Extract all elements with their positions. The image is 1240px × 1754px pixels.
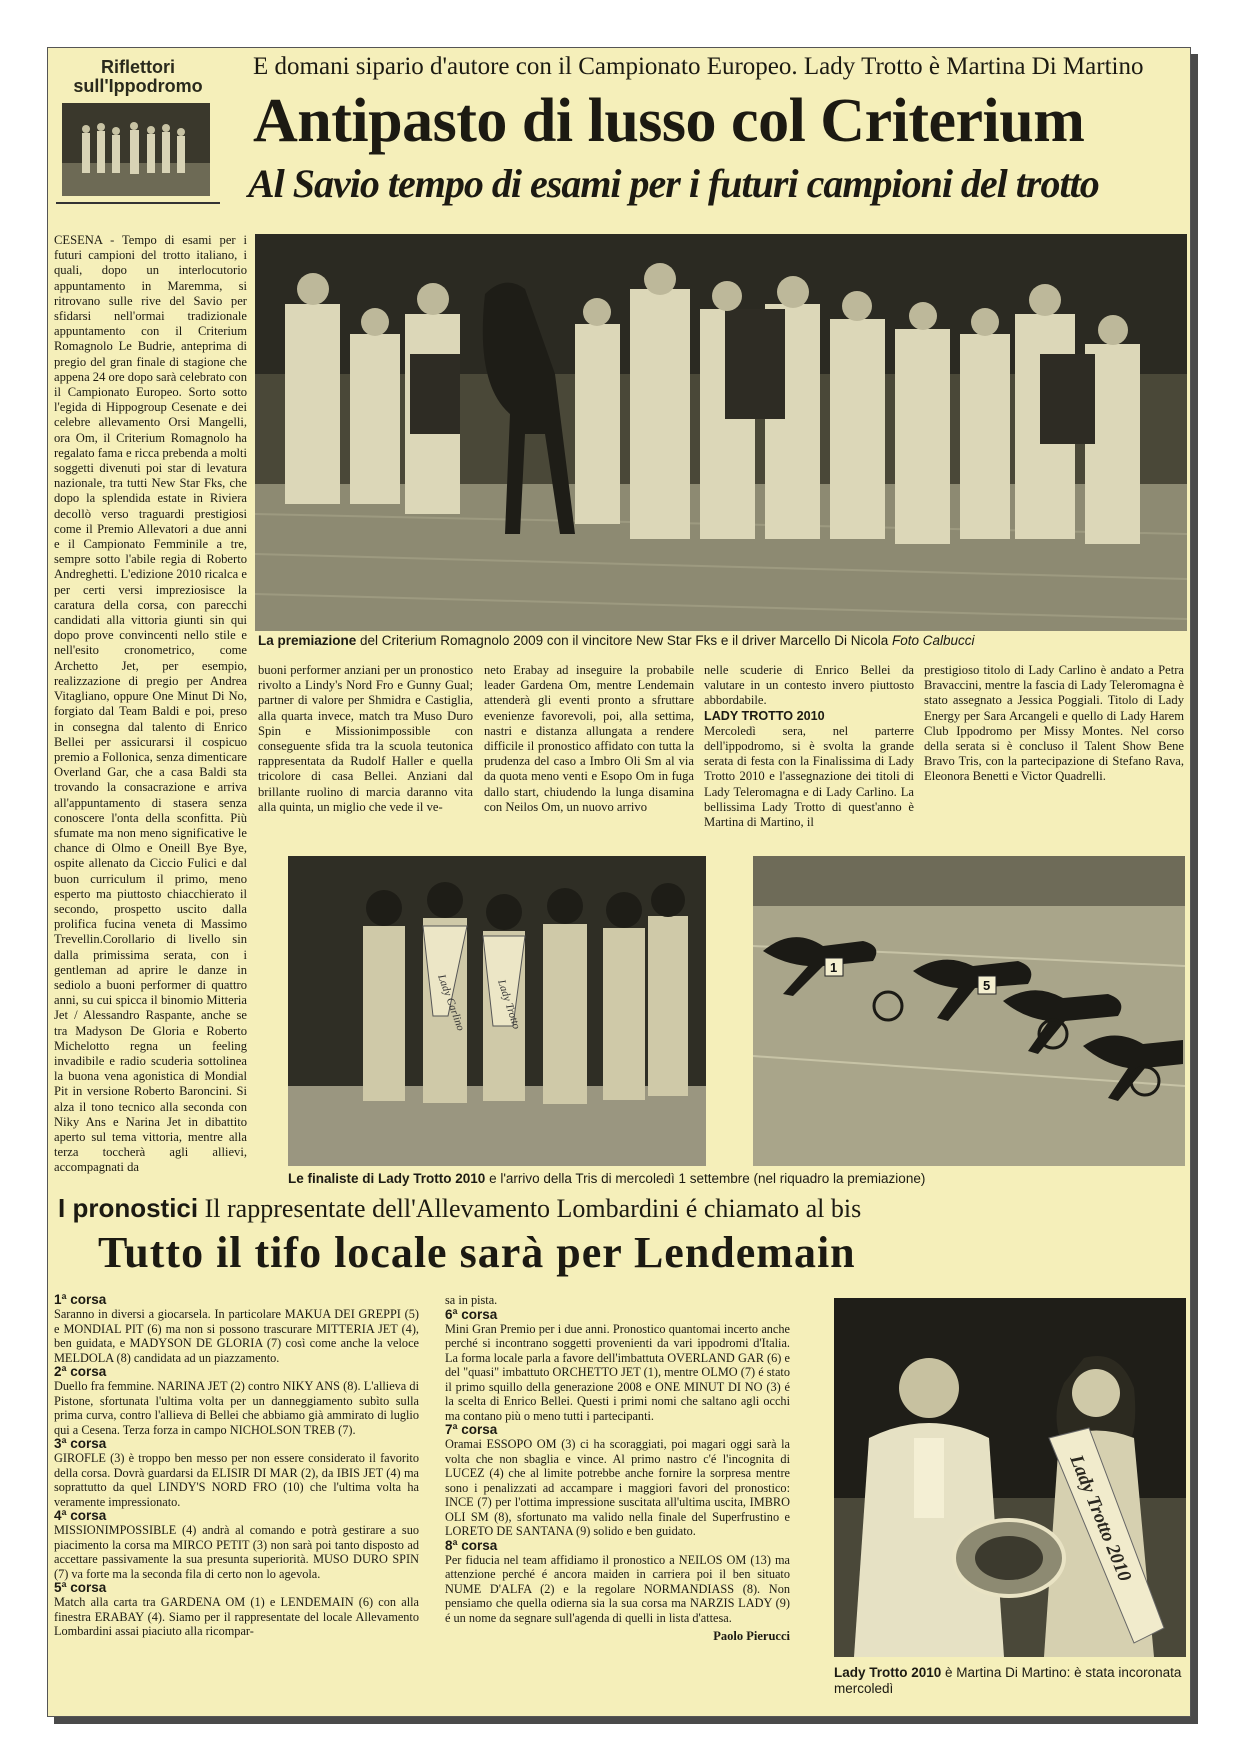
race-4-text: MISSIONIMPOSSIBLE (4) andrà al comando e potrà gestirare a suo piacimento la corsa ma MIRCO PETIT (3) non sarà poi tanto disposto ad accettare passivamente la sua presunta superiorità. MUSO DURO SPIN (7) va forte ma la seconda fila di certo non lo agevola. xyxy=(54,1523,419,1581)
article-col1-text: CESENA - Tempo di esami per i futuri campioni del trotto italiano, i quali, dopo un interlocutorio appuntamento in Maremma, si ritrovano sulle rive del Savio per sfidarsi nell'ormai tradizionale appuntamento con il Criterium Romagnolo Le Budrie, anteprima di pregio del gran finale di stagione che appena 24 ore dopo sarà celebrato con il Campionato Europeo. Sorto sotto l'egida di Hippogroup Cesenate e dei celebre allevamento Orsi Mangelli, ora Om, il Criterium Romagnolo ha regalato fama e ricca prebenda a molti soggetti divenuti poi star di levatura nazionale, tra tutti New Star Fks, che dopo la splendida estate in Riviera decollò verso traguardi prestigiosi come il Premio Allevatori a due anni e il Campionato Femminile a tre, sempre sotto l'abile regia di Roberto Andreghetti. L'edizione 2010 ricalca e per certi versi impreziosisce la caratura della corsa, con parecchi candidati alla vittoria giunti sin qui dopo prove convincenti nello stile e nell'esito cronometrico, come Archetto Jet, per esempio, realizzazione di pregio per Andrea Vitagliano, oppure One Minut Di No, forgiato dal Team Baldi e poi, preso in consegna dal talento di Enrico Bellei per assicurarsi il cospicuo premio a Follonica, senza dimenticare Overland Gar, che a casa Baldi sta trovando la consacrazione e arriva all'appuntamento di stasera senza conoscere l'onta della sconfitta. Più sfumate ma non meno significative le chance di Olmo e Oneill Bye Bye, ospite allenato da Ciccio Fulici e dal buon curriculum il primo, meno esperto ma piuttosto chiacchierato il secondo, prospetto uscito dalla prolifica fucina veneta di Massimo Trevellin.Corollario di livello sin dalla primissima serata, con i gentleman ad aprire le danze in sediolo a buoni performer di quattro anni, su cui spicca il binomio Mitteria Jet / Alessandro Raspante, anche se tra Madyson De Gloria e Roberto Michelotto regna un feeling invadibile e radio scuderia sottolinea la buona vena agonistica di Mondial Pit in versione Roberto Baroncini. Si alza il tono tecnico alla seconda con Niky Ans e Narina Jet in dibattito aperto sul tema vittoria, mentre alla terza toccherà agli allievi, accompagnati da xyxy=(54,233,248,1175)
article-sc3b-text: Mercoledì sera, nel parterre dell'ippodromo, si è svolta la grande serata di festa con la Finalissima di Lady Trotto 2010 e l'assegnazione dei titoli di Lady Teleromagna e di Lady Carlino. La bellissima Lady Trotto di quest'anno è Martina di Martino, il xyxy=(704,723,914,830)
race-3-title: 3ª corsa xyxy=(54,1436,107,1451)
rubric-title xyxy=(58,58,218,96)
caption1-rest: del Criterium Romagnolo 2009 con il vincitore New Star Fks e il driver Marcello Di Nicola xyxy=(356,633,892,648)
race-3-text: GIROFLE (3) è troppo ben messo per non essere considerato il favorito della corsa. Dovrà guardarsi da ELISIR DI MAR (2), da IBIS JET (4) ma soprattutto da quel LINDY'S NORD FRO (10) che l'ultima volta ha veramente impressionato. xyxy=(54,1451,419,1509)
caption4-bold: Lady Trotto 2010 xyxy=(834,1665,942,1680)
article-subhead: Al Savio tempo di esami per i futuri campioni del trotto xyxy=(248,161,1099,206)
prize-giving-caption xyxy=(258,633,1188,648)
race-1-title: 1ª corsa xyxy=(54,1292,107,1307)
race-7-title: 7ª corsa xyxy=(445,1422,498,1437)
newspaper-page xyxy=(47,47,1191,1717)
caption1-credit: Foto Calbucci xyxy=(891,633,975,648)
race-4-title: 4ª corsa xyxy=(54,1508,107,1523)
sash-lady-trotto: Lady Trotto xyxy=(495,978,523,1031)
race-5-continued: sa in pista. xyxy=(445,1293,498,1307)
article-kicker: E domani sipario d'autore con il Campionato Europeo. Lady Trotto è Martina Di Martino xyxy=(253,53,1144,80)
race-5-text: Match alla carta tra GARDENA OM (1) e LENDEMAIN (6) con alla finestra ERABAY (4). Siamo per il rappresentate del locale Allevamento Lombardini assai piaciuto alla ricompar- xyxy=(54,1595,419,1638)
race-2-title: 2ª corsa xyxy=(54,1364,107,1379)
article-column-1 xyxy=(54,233,247,1235)
article-headline: Antipasto di lusso col Criterium xyxy=(253,87,1085,155)
article-column-4 xyxy=(704,663,914,830)
finalists-photo xyxy=(288,856,706,1204)
caption4-rest: è Martina Di Martino: è stata incoronata mercoledì xyxy=(834,1665,1182,1696)
lady-trotto-photo xyxy=(834,1298,1186,1657)
article-sc3a-text: nelle scuderie di Enrico Bellei da valutare in un contesto invero piuttosto abbordabile. xyxy=(704,663,914,708)
sash-lady-carlino: Lady Carlino xyxy=(435,972,467,1033)
prize-giving-photo xyxy=(255,234,1187,631)
article-sc1-text: buoni performer anziani per un pronostico rivolto a Lindy's Nord Fro e Gunny Gual; partner di valore per Shmidra e Castiglia, alla quarta invece, match tra Muso Duro Spin e Missionimpossible con conseguente sfida tra la scuola teutonica rappresentata da Rudolf Haller e quella tricolore di casa Bellei. Anziani dal brillante ruolino di marcia daranno vita alla quinta, un miglio che vede il ve- xyxy=(258,663,473,814)
caption2-rest: e l'arrivo della Tris di mercoledì 1 settembre (nel riquadro la premiazione) xyxy=(485,1171,926,1186)
caption2-bold: Le finaliste di Lady Trotto 2010 xyxy=(288,1171,486,1186)
byline: Paolo Pierucci xyxy=(713,1629,790,1643)
lady-trotto-subhead: LADY TROTTO 2010 xyxy=(704,708,825,723)
lady-trotto-caption xyxy=(834,1665,1186,1697)
race-8-text: Per fiducia nel team affidiamo il pronostico a NEILOS OM (13) ma attenzione perché é ancora maiden in carriera poi il ben situato NUME D'ALFA (2) e la regolare NORMANDIASS (8). Non pensiamo che quella odierna sia la sua corsa ma NARZIS LADY (9) é un nome da segnare sull'agenda di quelli in lista d'attesa. xyxy=(445,1552,790,1625)
race-8-title: 8ª corsa xyxy=(445,1537,498,1553)
article-column-3 xyxy=(484,663,694,813)
race-2-text: Duello fra femmine. NARINA JET (2) contro NIKY ANS (8). L'allieva di Pistone, sfortunata l'ultima volta per un danneggiamento subìto sulla prima curva, contro l'allieva di Bellei che abbiamo già ammirato di luglio qui a Cesena. Terza forza in campo NICHOLSON TREB (7). xyxy=(54,1379,419,1437)
races-column-2 xyxy=(445,1293,790,1705)
article-column-2 xyxy=(258,663,473,813)
rubric-rule xyxy=(56,202,220,204)
race-1-text: Saranno in diversi a giocarsela. In particolare MAKUA DEI GREPPI (5) e MONDIAL PIT (6) ma non si possono trascurare MITTERIA JET (4), ben guidata, e MADYSON DE GLORIA (7) così come anche la veloce MELDOLA (8) candidata ad un piazzamento. xyxy=(54,1307,419,1365)
saddle-number-5: 5 xyxy=(983,978,991,993)
article-sc2-text: neto Erabay ad inseguire la probabile leader Gardena Om, mentre Lendemain attenderà gli eventi pronto a sfruttare evenienze favorevoli, poi, alla settima, nastri e distanza allungata a rendere difficile il pronostico affidato con tutta la prudenza del caso a Imbro Oli Sm al via da quota meno venti e Esopo Om in fuga dallo start, chiudendo la lunga disamina con Neilos Om, un nuovo arrivo xyxy=(484,663,694,814)
pronostici-label: I pronostici xyxy=(58,1193,199,1223)
pronostici-kicker-text: Il rappresentate dell'Allevamento Lombardini é chiamato al bis xyxy=(198,1194,862,1223)
races-column-1 xyxy=(54,1293,419,1705)
race-5-title: 5ª corsa xyxy=(54,1580,107,1595)
race-finish-photo xyxy=(753,856,1185,1204)
saddle-number-1: 1 xyxy=(830,960,838,975)
sash-lady-trotto-2010: Lady Trotto 2010 xyxy=(1065,1452,1136,1585)
rubric-photo xyxy=(62,103,210,196)
race-6-title: 6ª corsa xyxy=(445,1306,498,1322)
rubric-line2: sull'Ippodromo xyxy=(73,76,203,96)
caption1-bold: La premiazione xyxy=(258,633,357,648)
race-7-text: Oramai ESSOPO OM (3) ci ha scoraggiati, poi magari oggi sarà la volta che non sbaglia e vince. Al primo nastro c'é l'incognita di LUCEZ (4) che al limite potrebbe anche fornire la sorpresa mentre sono i penalizzati ad accampare i maggiori favori del pronostico: INCE (7) per l'ottima impressione suscitata all'ultima uscita, IMBRO OLI SM (8), sfortunato ma valido nella finale del Superfrustino e LORETO DE SANTANA (9) solido e ben guidato. xyxy=(445,1437,790,1538)
race-6-text: Mini Gran Premio per i due anni. Pronostico quantomai incerto anche perché si incontrano soggetti provenienti da vari ippodromi d'Italia. La forma locale parla a favore dell'imbattuta OVERLAND GAR (6) e del "quasi" imbattuto ORCHETTO JET (1), mentre OLMO (7) é stato il primo squillo della generazione 2008 e ONE MINUT DI NO (3) é la scelta di Enrico Bellei. Questi i primi nomi che saltano agli occhi ma contano più o meno tutti i partecipanti. xyxy=(445,1321,790,1423)
pronostici-headline: Tutto il tifo locale sarà per Lendemain xyxy=(98,1228,856,1277)
rubric-line1: Riflettori xyxy=(101,57,175,77)
article-column-5 xyxy=(924,663,1184,813)
article-sc4-text: prestigioso titolo di Lady Carlino è andato a Petra Bravaccini, mentre la fascia di Lady Teleromagna è stato assegnato a Jessica Poggiali. Titolo di Lady Energy per Sara Arcangeli e quello di Lady Harem Club Ippodromo per Missy Montes. Nel corso della serata si è concluso il Talent Show Bene Bravo Tris, con la partecipazione di Stefano Rava, Eleonora Benetti e Victor Quadrelli. xyxy=(924,663,1184,784)
pronostici-kicker xyxy=(58,1192,1188,1225)
finalists-caption xyxy=(288,1171,1188,1186)
